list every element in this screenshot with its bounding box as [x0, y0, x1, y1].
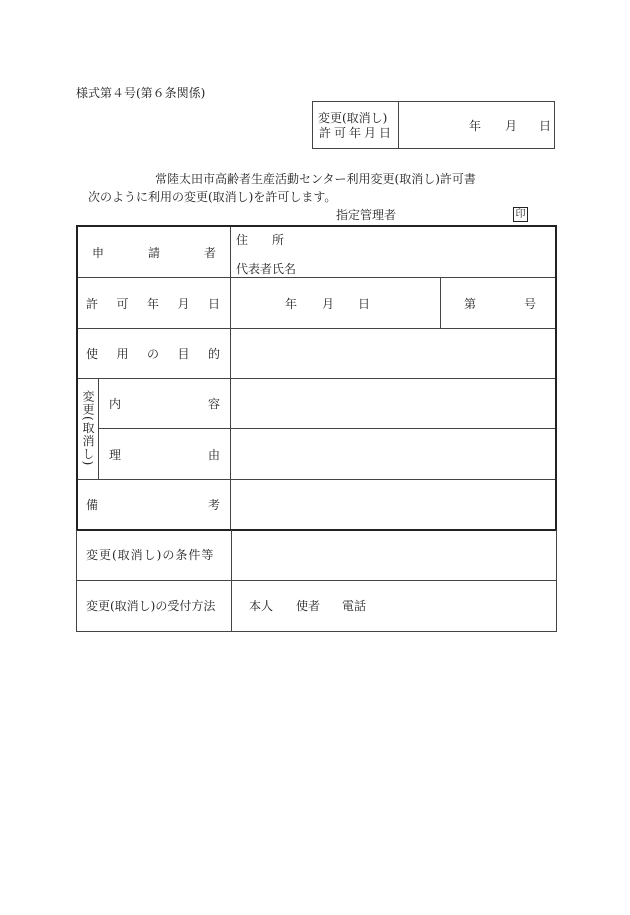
permit-statement: 次のように利用の変更(取消し)を許可します。 — [88, 190, 337, 204]
permit-date-box — [312, 101, 555, 149]
designated-manager-label: 指定管理者 — [336, 208, 397, 222]
applicant-representative-field[interactable] — [300, 254, 552, 276]
change-content-label-char: 容 — [207, 397, 220, 411]
permit-date-label-char: 年 — [146, 297, 159, 311]
conditions-field[interactable] — [235, 534, 553, 576]
date-box-label-line2: 許可年月日 — [319, 126, 395, 140]
conditions-label: 変更(取消し)の条件等 — [86, 548, 215, 562]
document-title: 常陸太田市高齢者生産活動センター利用変更(取消し)許可書 — [155, 172, 476, 186]
change-group-label: 変更(取消し) — [81, 390, 95, 467]
remarks-field[interactable] — [234, 483, 552, 527]
seal-mark: 印 — [513, 207, 528, 222]
permit-date-year[interactable]: 年 — [285, 297, 298, 311]
remarks-label-char: 考 — [207, 498, 220, 512]
change-content-label-char: 内 — [109, 397, 122, 411]
permit-number-suffix: 号 — [524, 297, 537, 311]
permit-date-label-char: 日 — [207, 297, 220, 311]
date-box-label-line1: 変更(取消し) — [318, 111, 388, 125]
purpose-field[interactable] — [234, 331, 552, 375]
applicant-label-char: 申 — [92, 246, 105, 260]
form-number: 様式第４号(第６条関係) — [76, 86, 206, 100]
applicant-representative-label: 代表者氏名 — [236, 262, 297, 276]
date-box-label — [313, 102, 399, 148]
remarks-label — [86, 498, 220, 512]
permit-date-day[interactable]: 日 — [358, 297, 371, 311]
date-box-day[interactable]: 日 — [539, 119, 552, 133]
permit-date-label-char: 許 — [86, 297, 99, 311]
purpose-label-char: の — [146, 347, 159, 361]
change-content-label — [109, 397, 220, 411]
date-box-year[interactable]: 年 — [469, 119, 482, 133]
applicant-label — [92, 246, 216, 260]
purpose-label — [86, 347, 220, 361]
change-content-field[interactable] — [234, 382, 552, 424]
conditions-table — [76, 530, 557, 632]
permit-date-label — [86, 297, 220, 311]
change-reason-label — [109, 448, 220, 462]
purpose-label-char: 使 — [86, 347, 99, 361]
change-reason-label-char: 理 — [109, 448, 122, 462]
applicant-label-char: 請 — [147, 246, 160, 260]
permit-number-prefix: 第 — [464, 297, 477, 311]
permit-date-month[interactable]: 月 — [322, 297, 335, 311]
purpose-label-char: 的 — [207, 347, 220, 361]
purpose-label-char: 用 — [116, 347, 129, 361]
reception-option-phone[interactable]: 電話 — [342, 599, 367, 613]
permit-table — [76, 225, 557, 531]
change-reason-label-char: 由 — [207, 448, 220, 462]
purpose-label-char: 目 — [177, 347, 190, 361]
remarks-label-char: 備 — [86, 498, 99, 512]
date-box-month[interactable]: 月 — [505, 119, 518, 133]
reception-option-messenger[interactable]: 使者 — [296, 599, 321, 613]
applicant-address-field[interactable] — [300, 229, 552, 251]
reception-method-label: 変更(取消し)の受付方法 — [86, 599, 216, 613]
applicant-address-label: 住 所 — [236, 233, 285, 247]
applicant-label-char: 者 — [203, 246, 216, 260]
permit-date-label-char: 月 — [177, 297, 190, 311]
reception-option-in-person[interactable]: 本人 — [249, 599, 274, 613]
change-reason-field[interactable] — [234, 432, 552, 474]
permit-date-label-char: 可 — [116, 297, 129, 311]
